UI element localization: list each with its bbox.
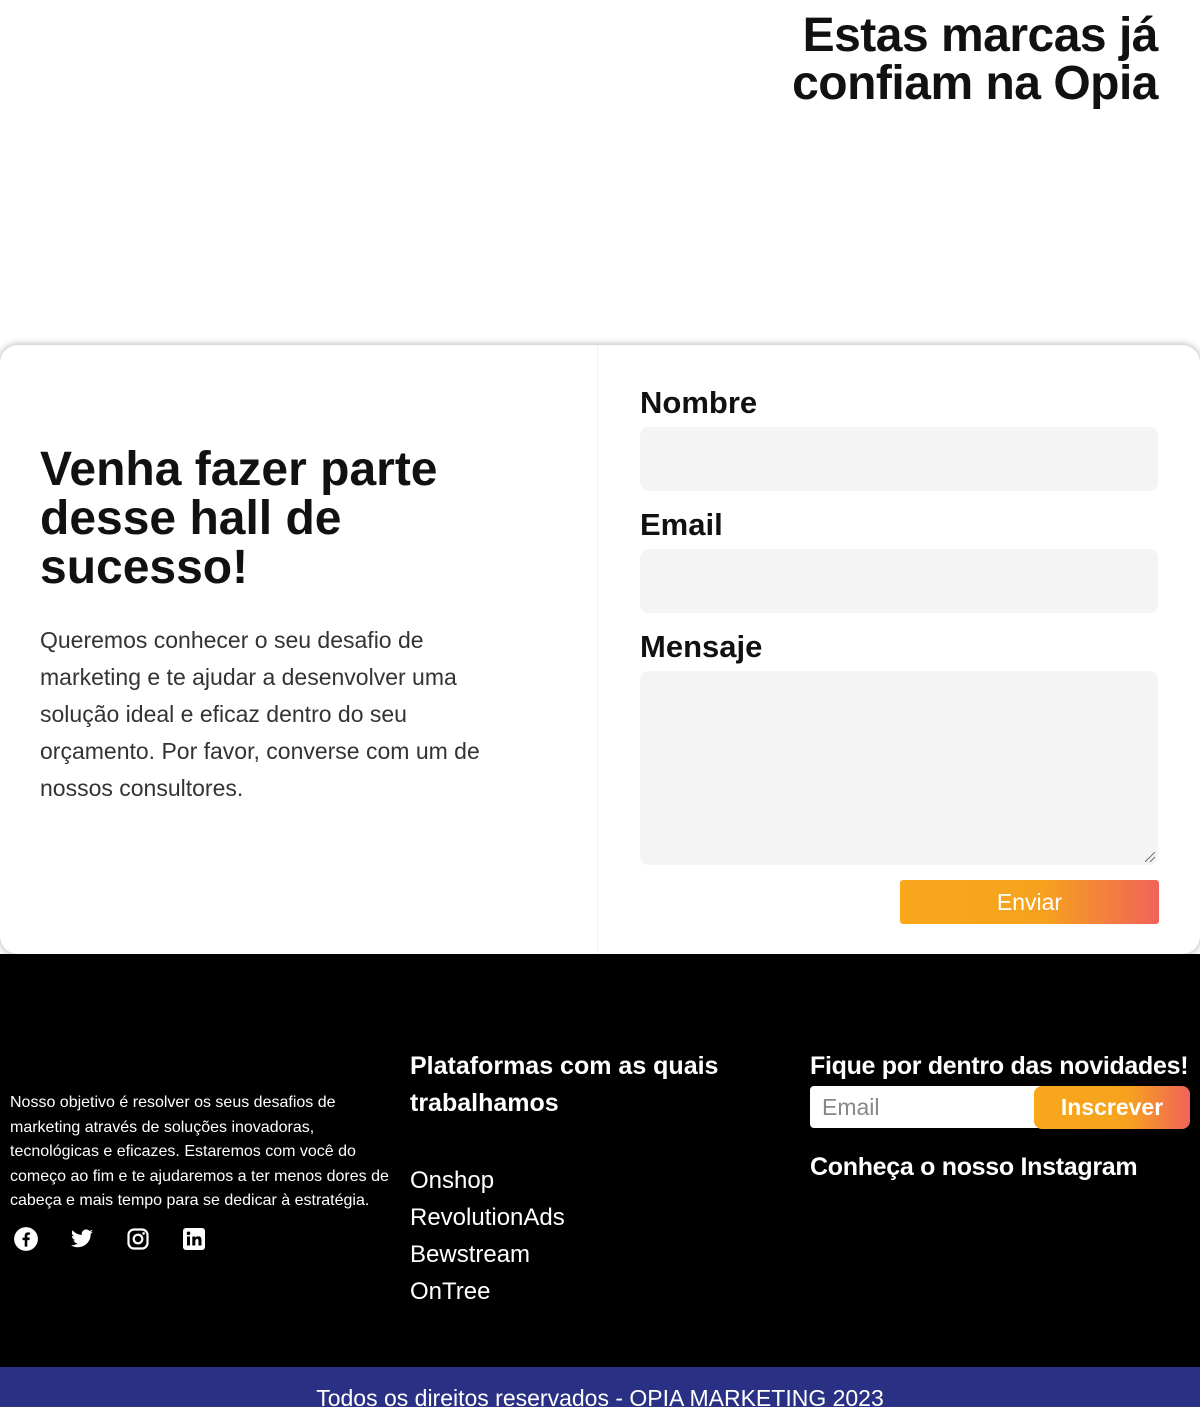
newsletter-email-input[interactable] (810, 1086, 1050, 1128)
name-label: Nombre (640, 385, 758, 420)
newsletter-title: Fique por dentro das novidades! (810, 1052, 1189, 1080)
platform-item[interactable]: Onshop (410, 1167, 495, 1194)
linkedin-icon[interactable] (181, 1226, 207, 1252)
contact-intro (0, 345, 598, 954)
contact-form (598, 345, 1200, 954)
footer (0, 954, 1200, 1367)
copyright-bar (0, 1367, 1200, 1407)
instagram-icon[interactable] (125, 1226, 151, 1252)
resize-handle-icon[interactable] (1145, 852, 1155, 862)
platforms-title: Plataformas com as quais trabalhamos (410, 1052, 719, 1117)
message-field[interactable] (640, 671, 1158, 865)
brands-title (792, 9, 1158, 110)
contact-card (0, 345, 1200, 954)
footer-platforms (410, 1048, 750, 1310)
brands-title-line1: Estas marcas já (802, 9, 1158, 62)
footer-about (10, 1091, 390, 1252)
subscribe-button[interactable]: Inscrever (1034, 1086, 1190, 1129)
brands-section (792, 9, 1158, 110)
submit-row (640, 880, 1159, 924)
brands-title-line2: confiam na Opia (792, 57, 1158, 110)
name-field[interactable] (640, 427, 1158, 491)
newsletter-form (810, 1086, 1190, 1129)
email-label: Email (640, 507, 723, 542)
copyright-text: Todos os direitos reservados - OPIA MARKETING 2023 (316, 1385, 884, 1407)
footer-newsletter (810, 1048, 1200, 1186)
twitter-icon[interactable] (69, 1226, 95, 1252)
footer-about-text: Nosso objetivo é resolver os seus desafios de marketing através de soluções inovadoras, tecnológicas e eficazes. Estaremos com você do começo ao fim e te ajudaremos a ter menos dores de cabeça e mais tempo para se dedicar à estratégia. (10, 1094, 389, 1209)
message-wrapper (640, 671, 1158, 865)
instagram-title: Conheça o nosso Instagram (810, 1153, 1138, 1181)
platform-item[interactable]: RevolutionAds (410, 1204, 565, 1231)
message-label: Mensaje (640, 629, 763, 664)
email-field[interactable] (640, 549, 1158, 613)
contact-description: Queremos conhecer o seu desafio de marketing e te ajudar a desenvolver uma solução ideal e eficaz dentro do seu orçamento. Por favor, converse com um de nossos consultores. (40, 627, 480, 801)
social-links (13, 1226, 390, 1252)
facebook-icon[interactable] (13, 1226, 39, 1252)
platforms-list (410, 1162, 750, 1310)
platform-item[interactable]: Bewstream (410, 1241, 531, 1268)
submit-button[interactable]: Enviar (900, 880, 1159, 924)
platform-item[interactable]: OnTree (410, 1278, 491, 1305)
contact-heading: Venha fazer parte desse hall de sucesso! (40, 443, 438, 594)
